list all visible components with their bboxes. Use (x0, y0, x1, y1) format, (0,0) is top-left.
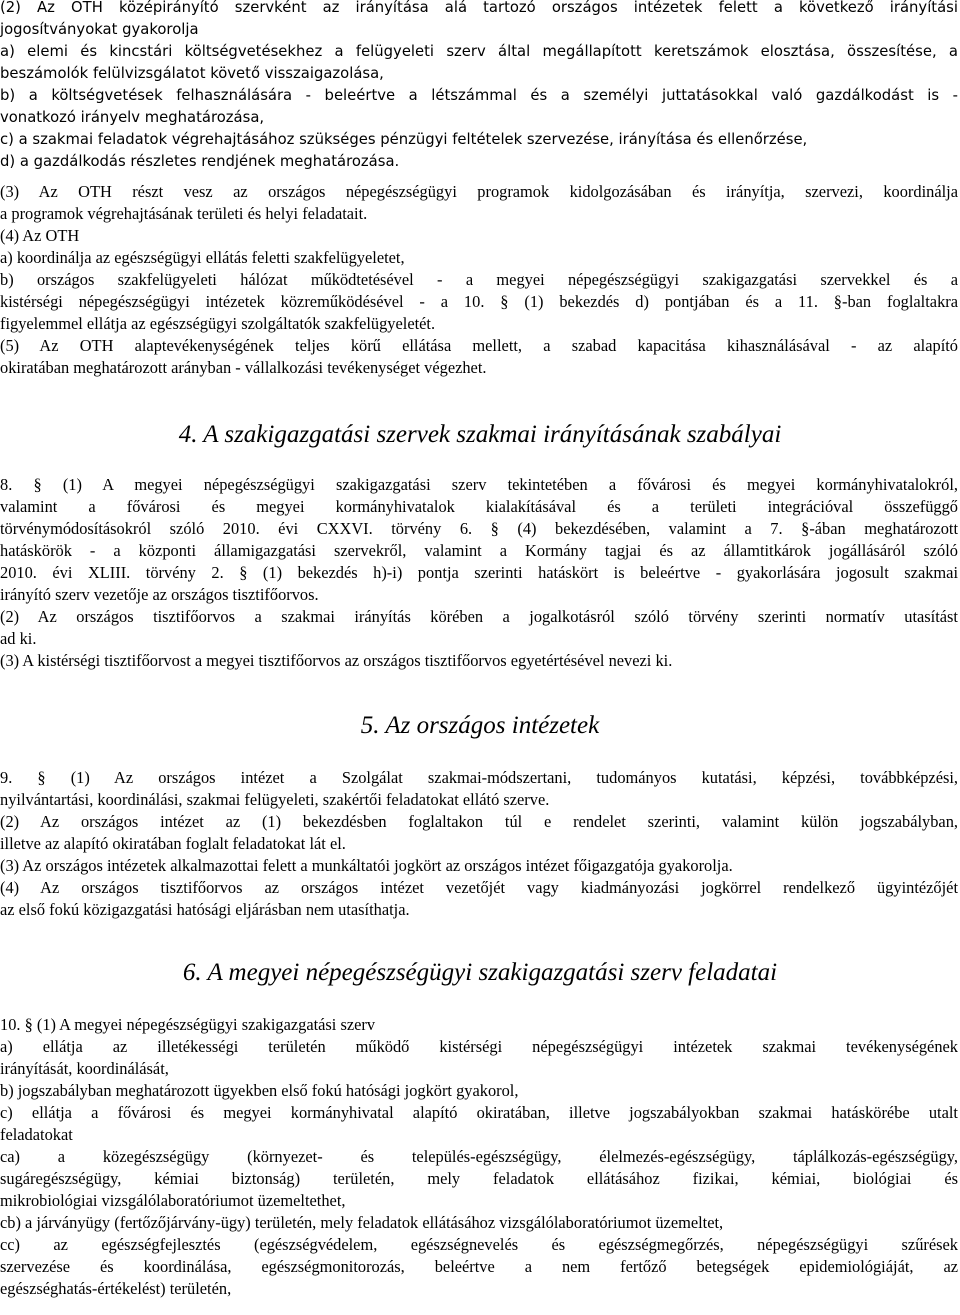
section-heading-4: 4. A szakigazgatási szervek szakmai irányításának szabályai (178, 421, 782, 448)
paragraph-line: figyelemmel ellátja az egészségügyi szolgáltatók szakfelügyeletét. (0, 314, 436, 333)
section-3-5-block (0, 181, 958, 379)
paragraph-line: 10. § (1) A megyei népegészségügyi szakigazgatási szerv (0, 1015, 376, 1034)
paragraph-line: az első fokú közigazgatási hatósági eljárásban nem utasíthatja. (0, 900, 410, 919)
paragraph-line: (2) Az országos intézet az (1) bekezdésben foglaltakon túl e rendelet szerinti, valamint külön jogszabályban, (0, 812, 958, 831)
section-9-block (0, 767, 958, 921)
paragraph-line: 2010. évi XLIII. törvény 2. § (1) bekezdés h)-i) pontja szerinti hatáskört is beleértve - gyakorlására jogosult szakmai (0, 563, 958, 582)
paragraph-line: (3) A kistérségi tisztifőorvost a megyei tisztifőorvos az országos tisztifőorvos egyetértésével nevezi ki. (0, 651, 673, 670)
paragraph-line: c) ellátja a fővárosi és megyei kormányhivatal alapító okiratában, illetve jogszabályokban szakmai hatáskörébe utalt (0, 1103, 958, 1122)
paragraph-line: 8. § (1) A megyei népegészségügyi szakigazgatási szerv tekintetében a fővárosi és megyei kormányhivatalokról, (0, 475, 958, 494)
paragraph-line: (4) Az OTH (0, 226, 80, 245)
paragraph-line: illetve az alapító okiratában foglalt feladatokat lát el. (0, 834, 346, 853)
paragraph-line: nyilvántartási, koordinálási, szakmai felügyeleti, szakértői feladatokat ellátó szerve. (0, 790, 550, 809)
paragraph-line: b) jogszabályban meghatározott ügyekben első fokú hatósági jogkört gyakorol, (0, 1081, 519, 1100)
section-8-block (0, 474, 958, 672)
paragraph-line: (4) Az országos tisztifőorvos az országos intézet vezetőjét vagy kiadmányozási jogkörrel rendelkező ügyintézőjét (0, 878, 958, 897)
paragraph-line: egészséghatás-értékelést) területén, (0, 1279, 232, 1298)
paragraph-line: b) országos szakfelügyeleti hálózat működtetésével - a megyei népegészségügyi szakigazgatási szervekkel és a (0, 270, 958, 289)
paragraph-line: irányító szerv vezetője az országos tisztifőorvos. (0, 585, 319, 604)
section-2-block (0, 0, 958, 173)
paragraph-line: törvénymódosításokról szóló 2010. évi CXXVI. törvény 6. § (4) bekezdésében, valamint a 7. §-ában meghatározott (0, 519, 958, 538)
paragraph-line: cb) a járványügy (fertőzőjárvány-ügy) területén, mely feladatok ellátásához vizsgálólaboratóriumot üzemeltet, (0, 1213, 724, 1232)
paragraph-line: mikrobiológiai vizsgálólaboratóriumot üzemeltethet, (0, 1191, 346, 1210)
paragraph-line: kistérségi népegészségügyi intézetek közreműködésével - a 10. § (1) bekezdés d) pontjában és a 11. §-ban foglaltakra (0, 292, 958, 311)
paragraph-line: 9. § (1) Az országos intézet a Szolgálat szakmai-módszertani, tudományos kutatási, képzési, továbbképzési, (0, 768, 958, 787)
section-heading-6: 6. A megyei népegészségügyi szakigazgatási szerv feladatai (182, 959, 778, 986)
paragraph-line: ad ki. (0, 629, 37, 648)
paragraph-line: sugáregészségügy, kémiai biztonság) területén, mely feladatok ellátásához fizikai, kémiai, biológiai és (0, 1169, 958, 1188)
paragraph-line: (3) Az országos intézetek alkalmazottai felett a munkáltatói jogkört az országos intézet főigazgatója gyakorolja. (0, 856, 733, 875)
paragraph-line: hatáskörök - a központi államigazgatási szervekről, valamint a Kormány tagjai és az államtitkárok jogállásáról szóló (0, 541, 958, 560)
paragraph-line: a) ellátja az illetékességi területén működő kistérségi népegészségügyi intézetek szakmai tevékenységének (0, 1037, 958, 1056)
paragraph-line: (3) Az OTH részt vesz az országos népegészségügyi programok kidolgozásában és irányítja, szervezi, koordinálja (0, 182, 958, 201)
paragraph-line: a programok végrehajtásának területi és helyi feladatait. (0, 204, 368, 223)
paragraph-line: a) koordinálja az egészségügyi ellátás feletti szakfelügyeletet, (0, 248, 405, 267)
paragraph-line: irányítását, koordinálását, (0, 1059, 169, 1078)
paragraph-line: beszámolók felülvizsgálatot követő visszaigazolása, (0, 65, 384, 82)
paragraph-line: ca) a közegészségügy (környezet- és település-egészségügy, élelmezés-egészségügy, táplálkozás-egészségügy, (0, 1147, 958, 1166)
paragraph-line: feladatokat (0, 1125, 73, 1144)
section-heading-5: 5. Az országos intézetek (360, 712, 600, 739)
paragraph-line: valamint a fővárosi és megyei kormányhivatalok kialakításával és a területi integrációval összefüggő (0, 497, 958, 516)
paragraph-line: d) a gazdálkodás részletes rendjének meghatározása. (0, 153, 400, 170)
paragraph-line: c) a szakmai feladatok végrehajtásához szükséges pénzügyi feltételek szervezése, irányítása és ellenőrzése, (0, 131, 808, 148)
paragraph-line: okiratában meghatározott arányban - vállalkozási tevékenységet végezhet. (0, 358, 487, 377)
paragraph-line: b) a költségvetések felhasználására - beleértve a létszámmal és a személyi juttatásokkal való gazdálkodást is - (0, 87, 958, 104)
paragraph-line: cc) az egészségfejlesztés (egészségvédelem, egészségnevelés és egészségmegőrzés, népegészségügyi szűrések (0, 1235, 958, 1254)
paragraph-line: (2) Az országos tisztifőorvos a szakmai irányítás körében a jogalkotásról szóló törvény szerinti normatív utasítást (0, 607, 958, 626)
paragraph-line: (2) Az OTH középirányító szervként az irányítása alá tartozó országos intézetek felett a következő irányítási (0, 0, 958, 16)
paragraph-line: a) elemi és kincstári költségvetésekhez a felügyeleti szerv által megállapított keretszámok elosztása, összesítése, a (0, 43, 958, 60)
paragraph-line: vonatkozó irányelv meghatározása, (0, 109, 265, 126)
paragraph-line: jogosítványokat gyakorolja (0, 21, 199, 38)
paragraph-line: szervezése és koordinálása, egészségmonitorozás, beleértve a nem fertőző betegségek epidemiológiáját, az (0, 1257, 958, 1276)
paragraph-line: (5) Az OTH alaptevékenységének teljes körű ellátása mellett, a szabad kapacitása kihasználásával - az alapító (0, 336, 958, 355)
section-10-block (0, 1014, 958, 1300)
